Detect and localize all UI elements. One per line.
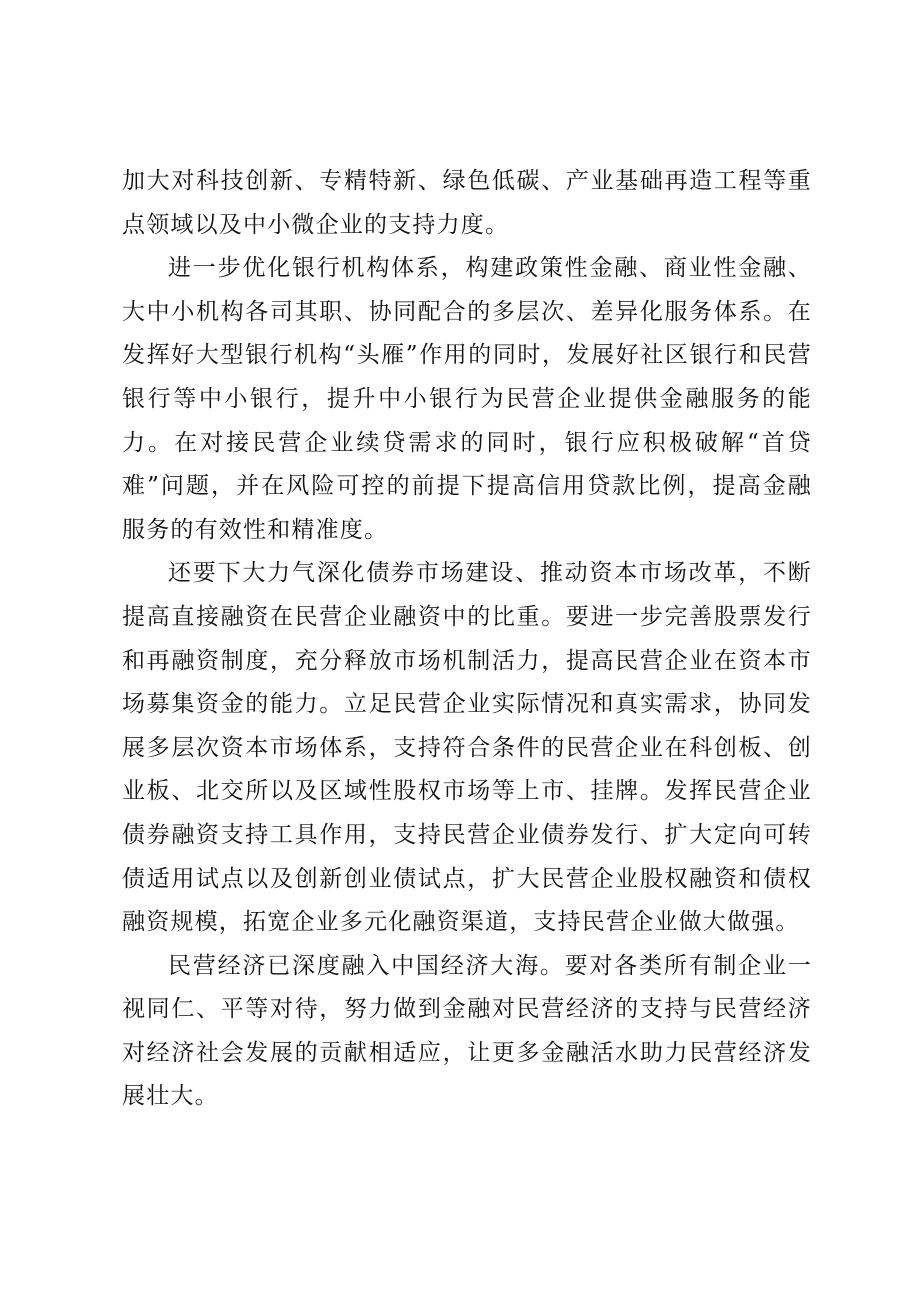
paragraph-continuation: 加大对科技创新、专精特新、绿色低碳、产业基础再造工程等重点领域以及中小微企业的支持力度。 (122, 168, 812, 238)
paragraph-conclusion: 民营经济已深度融入中国经济大海。要对各类所有制企业一视同仁、平等对待，努力做到金融对民营经济的支持与民营经济对经济社会发展的贡献相适应，让更多金融活水助力民营经济发展壮大。 (122, 952, 812, 1110)
article-body (122, 160, 812, 1119)
paragraph-capital-market: 还要下大力气深化债券市场建设、推动资本市场改革，不断提高直接融资在民营企业融资中的比重。要进一步完善股票发行和再融资制度，充分释放市场机制活力，提高民营企业在资本市场募集资金的能力。立足民营企业实际情况和真实需求，协同发展多层次资本市场体系，支持符合条件的民营企业在科创板、创业板、北交所以及区域性股权市场等上市、挂牌。发挥民营企业债券融资支持工具作用，支持民营企业债券发行、扩大定向可转债适用试点以及创新创业债试点，扩大民营企业股权融资和债权融资规模，拓宽企业多元化融资渠道，支持民营企业做大做强。 (122, 560, 812, 936)
paragraph-banking-system: 进一步优化银行机构体系，构建政策性金融、商业性金融、大中小机构各司其职、协同配合的多层次、差异化服务体系。在发挥好大型银行机构“头雁”作用的同时，发展好社区银行和民营银行等中小银行，提升中小银行为民营企业提供金融服务的能力。在对接民营企业续贷需求的同时，银行应积极破解“首贷难”问题，并在风险可控的前提下提高信用贷款比例，提高金融服务的有效性和精准度。 (122, 255, 812, 543)
